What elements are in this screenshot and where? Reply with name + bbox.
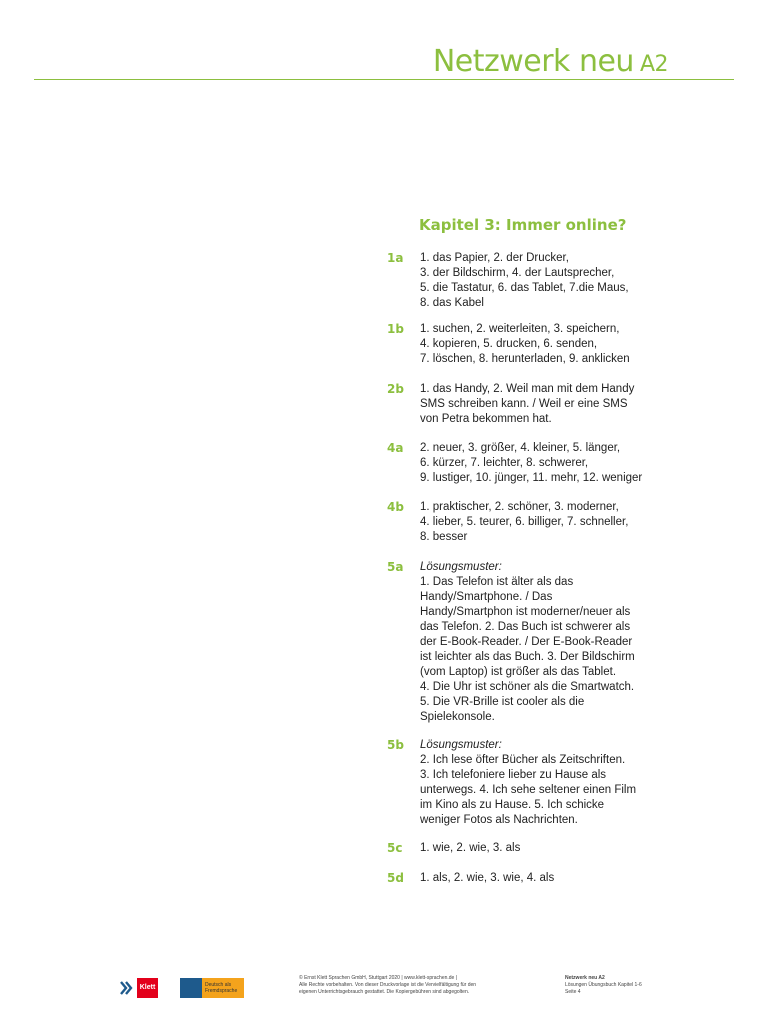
exercise-answer [420,560,660,725]
copyright-line: eigenen Unterrichtsgebrauch gestattet. Die Kopiergebühren sind abgegolten. [299,989,470,995]
answer-line: Handy/Smartphone. / Das [420,591,553,603]
answer-line: 6. kürzer, 7. leichter, 8. schwerer, [420,457,589,469]
chapter-title: Kapitel 3: Immer online? [419,216,627,234]
page-info [565,975,642,996]
answer-line: ist leichter als das Buch. 3. Der Bildschirm [420,651,635,663]
header-divider [34,79,734,80]
answer-line: 2. neuer, 3. größer, 4. kleiner, 5. länger, [420,442,621,454]
answer-line: 4. lieber, 5. teurer, 6. billiger, 7. schneller, [420,516,629,528]
answer-line: 1. wie, 2. wie, 3. als [420,842,521,854]
answer-line: 3. der Bildschirm, 4. der Lautsprecher, [420,267,615,279]
answer-line: 1. praktischer, 2. schöner, 3. moderner, [420,501,619,513]
klett-mark-icon [118,978,136,998]
answer-line: 7. löschen, 8. herunterladen, 9. anklicken [420,353,630,365]
answer-line: von Petra bekommen hat. [420,413,552,425]
solution-hint: Lösungsmuster: [420,739,502,751]
answer-line: der E-Book-Reader. / Der E-Book-Reader [420,636,633,648]
brand-title: Netzwerk neu A2 [432,44,668,79]
answer-line: 1. suchen, 2. weiterleiten, 3. speichern, [420,323,620,335]
answer-line: 1. Das Telefon ist älter als das [420,576,574,588]
answer-line: 4. kopieren, 5. drucken, 6. senden, [420,338,598,350]
exercise-answer [420,841,660,856]
copyright-notice [299,975,499,996]
answer-line: Handy/Smartphon ist moderner/neuer als [420,606,631,618]
exercise-number: 4a [387,441,404,455]
answer-line: Spielekonsole. [420,711,495,723]
solution-hint: Lösungsmuster: [420,561,502,573]
answer-line: unterwegs. 4. Ich sehe seltener einen Film [420,784,637,796]
exercise-answer [420,382,660,427]
exercise-answer [420,500,660,545]
answer-line: 1. das Papier, 2. der Drucker, [420,252,569,264]
exercise-number: 5a [387,560,404,574]
page-info-title: Netzwerk neu A2 [565,975,605,981]
answer-line: (vom Laptop) ist größer als das Tablet. [420,666,617,678]
exercise-number: 1a [387,251,404,265]
exercise-answer [420,251,660,311]
answer-line: 9. lustiger, 10. jünger, 11. mehr, 12. weniger [420,472,643,484]
answer-line: 8. das Kabel [420,297,484,309]
page-number: Seite 4 [565,989,581,995]
daf-label: Deutsch als Fremdsprache [202,978,244,998]
copyright-line: Alle Rechte vorbehalten. Von dieser Druckvorlage ist die Vervielfältigung für den [299,982,477,988]
exercise-number: 2b [387,382,404,396]
exercise-answer [420,322,660,367]
daf-logo [180,978,244,998]
answer-line: 2. Ich lese öfter Bücher als Zeitschriften. [420,754,626,766]
answer-line: 1. das Handy, 2. Weil man mit dem Handy [420,383,635,395]
answer-line: SMS schreiben kann. / Weil er eine SMS [420,398,628,410]
klett-wordmark: Klett [137,978,158,998]
exercise-number: 1b [387,322,404,336]
exercise-number: 5d [387,871,404,885]
answer-line: das Telefon. 2. Das Buch ist schwerer als [420,621,631,633]
exercise-answer [420,441,660,486]
exercise-number: 5b [387,738,404,752]
exercise-answer [420,738,660,828]
klett-logo [118,978,158,998]
answer-line: 8. besser [420,531,468,543]
answer-line: 1. als, 2. wie, 3. wie, 4. als [420,872,555,884]
exercise-number: 4b [387,500,404,514]
answer-line: im Kino als zu Hause. 5. Ich schicke [420,799,605,811]
answer-line: 4. Die Uhr ist schöner als die Smartwatch. [420,681,635,693]
answer-line: weniger Fotos als Nachrichten. [420,814,578,826]
exercise-number: 5c [387,841,403,855]
answer-line: 5. die Tastatur, 6. das Tablet, 7.die Maus, [420,282,629,294]
copyright-line: © Ernst Klett Sprachen GmbH, Stuttgart 2020 | www.klett-sprachen.de | [299,975,458,981]
level-label: A2 [639,52,668,77]
exercise-answer [420,871,660,886]
answer-line: 5. Die VR-Brille ist cooler als die [420,696,585,708]
answer-line: 3. Ich telefoniere lieber zu Hause als [420,769,607,781]
page-info-subtitle: Lösungen Übungsbuch Kapitel 1-6 [565,982,642,988]
